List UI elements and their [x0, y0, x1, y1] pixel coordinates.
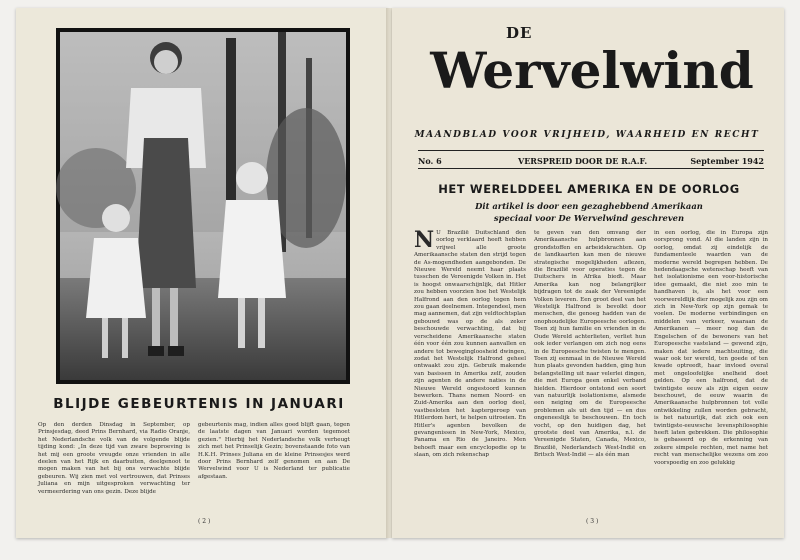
issue-number: No. 6 — [418, 156, 442, 166]
left-col-1: Op den derden Dinsdag in September, op Prinsjesdag, deed Prins Bernhard, via Radio Oranje, het Nederlandsche volk van de volgende blijde tijding kond: „In deze tijd van zware beproeving is het mij een groote vreugde onze vrienden in alle deelen van het Rijk en daarbuiten, deelgenoot te mogen maken van het bij ons verwachte blijde gebeuren. Wij zien met vol vertrouwen, dat Prinses Juliana en mijn uitgesproken verwachting ter vermeerdering van ons gezin. Deze blijde — [38, 422, 190, 495]
masthead-title: Wervelwind — [430, 41, 754, 100]
right-col-3: in een oorlog, die in Europa zijn oorsprong vond. Al die landen zijn in oorlog, omdat zij eindelijk de fundamenteele waarden van de moderne wereld begrepen hebben. De hedendaagsche wetenschap heeft van het isolationisme een voor-historische idee gemaakt, die niet zoo min te handhaven is, als het voor een voorwereldlijk dier mogelijk zou zijn om zich in New-York op zijn gemak te voelen. De moderne verbindingen en middelen van verkeer, waaraan de Amerikanen — meer nog dan de Engelschen of de bewoners van het Europeesche vasteland — gewend zijn, maken dat iedere machtsuiting, die waar ook ter wereld, ten goede of ten kwade optreedt, haar invloed overal met ongeloofelijke snelheid doet gelden. Op een halfrond, dat de twintigste eeuw als zijn eigen eeuw beschouwt, de eeuw waarin de Amerikaansche hulpbronnen tot volle ontwikkeling zullen worden gebracht, is het natuurlijk, dat zich ook een twintigste-eeuwsche levensphilosophie heeft laten gebrekken. Die philosophie is gebaseerd op de erkenning van zekere simpele rechten, met name het recht van menschelijke wezens om zoo voorspoedig en zoo gelukkig — [654, 230, 768, 466]
right-page-number: ( 3 ) — [586, 518, 599, 525]
rule-top — [418, 150, 764, 151]
issue-date: September 1942 — [690, 156, 764, 166]
right-col-1 — [414, 227, 526, 460]
caption-title: BLIJDE GEBEURTENIS IN JANUARI — [53, 396, 345, 412]
subhead-line-1: Dit artikel is door een gezaghebbend Amerikaan — [475, 201, 703, 211]
masthead-de: DE — [506, 24, 533, 42]
article-headline: HET WERELDDEEL AMERIKA EN DE OORLOG — [438, 182, 740, 196]
right-col-2: te geven van den omvang der Amerikaansche hulpbronnen aan grondstoffen en arbeidskrachten. Op de landkaarten kan men de nieuwe strategische mogelijkheden aflezen, die Brazilië voor operaties tegen de Duitschers in Afrika biedt. Maar Amerika kan nog belangrijker bijdragen tot de zaak der Vereenigde Volken leveren. Een groot deel van het Westelijk Halfrond is bevolkt door menschen, die genoeg hadden van de onophoudelijke Europeesche oorlogen. Toen zij hun familie en vrienden in de Oude Wereld achterlieten, verliet hun ook ieder verlangen om zich nog eens in de Europeesche twisten te mengen. Toen zij eenmaal in de Nieuwe Wereld hun plaats gevonden hadden, ging hun belangstelling uit naar velerlei dingen, die met Europa geen enkel verband hielden. Hierdoor ontstond een soort van natuurlijk isolationisme, alsmede een neiging om de Europeesche problemen als uit den tijd — en dus ongeneeslijk te beschouwen. En toch vocht, op den huidigen dag, het grootste deel van Amerika, n.l. de Vereenigde Staten, Canada, Mexico, Brazilië, Nederlandsch West-Indië en Britsch West-Indië — als één man — [534, 230, 646, 459]
distribution-note: VERSPREID DOOR DE R.A.F. — [518, 156, 648, 166]
masthead-subtitle: MAANDBLAD VOOR VRIJHEID, WAARHEID EN RECHT — [414, 130, 760, 140]
right-col-1-text: U Brazilië Duitschland den oorlog verklaard heeft hebben vrijwel alle groote Amerikaansche staten den strijd tegen de As-mogendheden aangebonden. De Nieuwe Wereld neemt haar plaats tusschen de Vereenigde Volken in. Het is hoogst onwaarschijnlijk, dat Hitler zou hebben voorzien hoe het Westelijk Halfrond aan den oorlog tegen hem zou gaan deelnemen. Integendeel, men mag aannemen, dat zijn veldtochtsplan gebouwd was op de als zeker beschouwde verwachting, dat bij verscheidene Amerikaansche staten één voor één zou kunnen aanvallen en andere tot bewegingloosheid dwingen, zodat het Westelijk Halfrond geheel ontwaakt zou zijn. Gebruik makende van basissen in Amerika zelf, zouden zijn agenten de andere naties in de Nieuwe Wereld ongestoord kunnen bewerken. Thans nemen Noord- en Zuid-Amerika aan den oorlog deel, vastbesloten het kaptergeroep van Hitlerdom hert, te helpen uitroeien. En Hitler's agenten bevolken de gevangenissen in New-York, Mexico, Panama en Rio de Janeiro. Men behoeft maar een encyclopedie op te slaan, om zich rekenschap — [414, 230, 526, 459]
left-page-number: ( 2 ) — [198, 518, 211, 525]
subhead-line-2: speciaal voor De Wervelwind geschreven — [493, 213, 685, 223]
left-col-2: gebeurtenis mag, indien alles goed blijft gaan, tegen de laatste dagen van Januari worden tegemoet gezien." Hierbij het Nederlandsche volk verheugt zich met het Prinselijk Gezin; bovenstaande foto van H.K.H. Prinses Juliana en de kleine Prinsesjes werd door Prins Bernhard zelf genomen en aan De Wervelwind voor U is Nederland ter publicatie afgestaan. — [198, 422, 350, 480]
dropcap: N — [414, 227, 435, 253]
rule-bottom — [418, 168, 764, 169]
family-photo — [56, 28, 350, 384]
family-photo-image — [56, 28, 350, 384]
article-subhead — [400, 200, 778, 224]
